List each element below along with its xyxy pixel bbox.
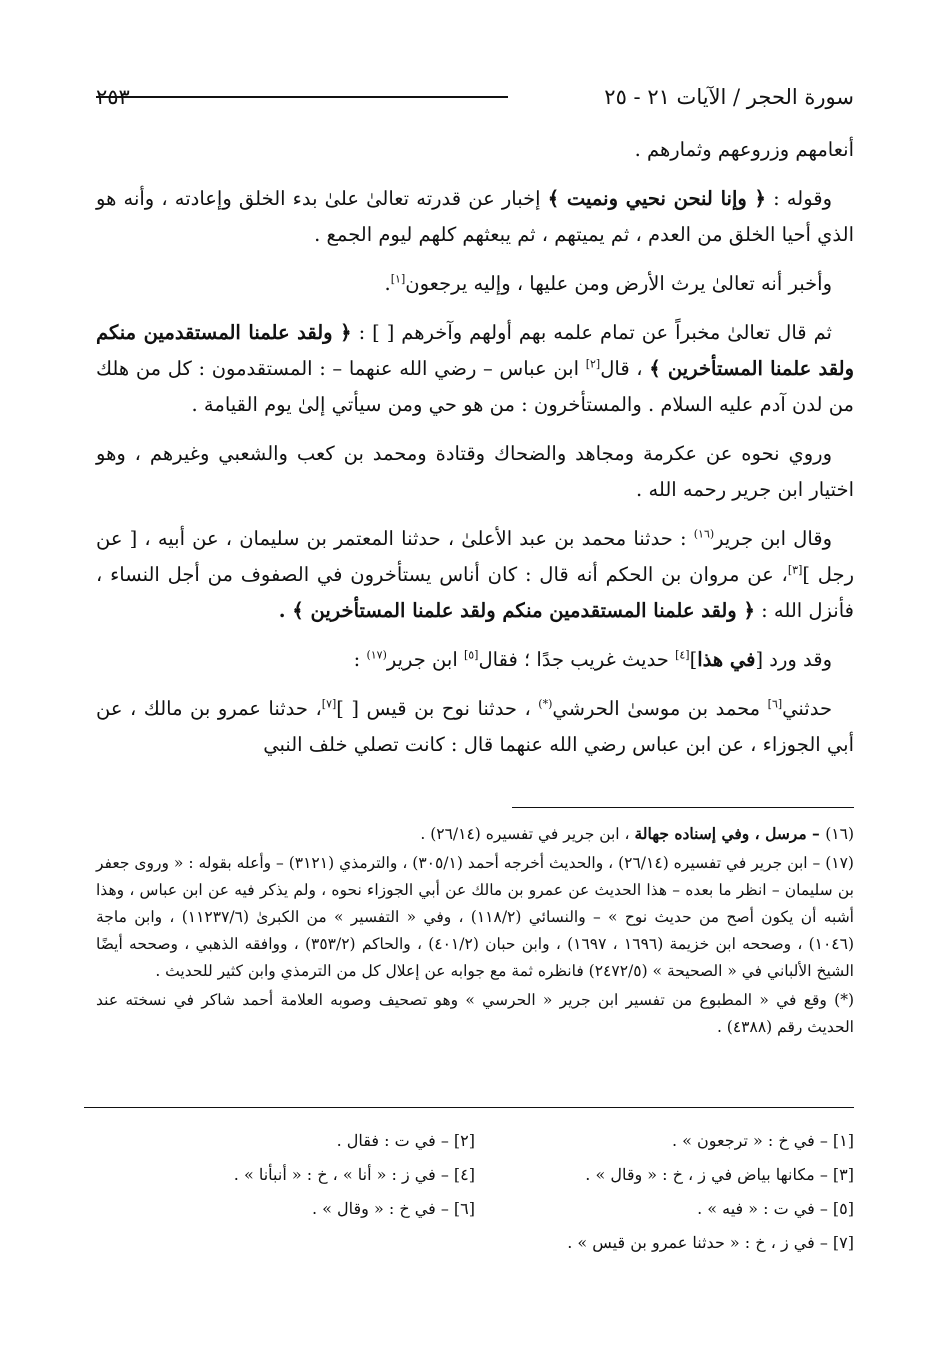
variant-reference: [٢]: [585, 357, 601, 371]
surah-title: سورة الحجر / الآيات ٢١ - ٢٥: [604, 85, 854, 109]
variant-note-7: [٧] – في ز ، خ : « حدثنا عمرو بن قيس » .: [567, 1233, 854, 1252]
header-rule: [96, 96, 508, 98]
variant-note-6: [٦] – في خ : « وقال » .: [311, 1199, 475, 1218]
bold-insertion: في هذا: [697, 648, 756, 671]
variant-reference: [٥]: [463, 648, 479, 662]
footnote-reference: (١٦): [693, 527, 715, 541]
apparatus-rule: [84, 1107, 854, 1108]
text-span: ]: [689, 648, 698, 671]
variant-note-2: [٢] – في ت : فقال .: [336, 1131, 475, 1150]
variant-reference: [٦]: [767, 697, 783, 711]
variant-note-5: [٥] – في ت : « فيه » .: [697, 1199, 854, 1218]
quran-quote: ﴿ وإنا لنحن نحيي ونميت ﴾: [547, 187, 766, 210]
text-span: ثم قال تعالىٰ مخبراً عن تمام علمه بهم أولهم وآخرهم [ ] :: [351, 321, 832, 344]
text-span: إخبار عن قدرته تعالىٰ علىٰ بدء الخلق وإعادته ، وأنه هو الذي أحيا الخلق من العدم ، ثم يميتهم ، ثم يبعثهم كلهم ليوم الجمع .: [96, 187, 854, 246]
text-span: ، ابن جرير في تفسيره (٢٦/١٤) .: [420, 825, 635, 843]
footnotes: [96, 820, 854, 1043]
footnote-16: [96, 820, 854, 848]
footnote-verdict: – مرسل ، وفي إسناده جهالة: [634, 824, 826, 843]
paragraph-2: [96, 181, 854, 253]
paragraph-8: [96, 691, 854, 763]
text-span: وأخبر أنه تعالىٰ يرث الأرض ومن عليها ، وإليه يرجعون: [405, 272, 832, 295]
paragraph-3: [96, 266, 854, 302]
paragraph-7: [96, 642, 854, 678]
text-span: ، قال: [600, 357, 650, 380]
apparatus-row: [96, 1226, 854, 1260]
footnote-rule: [512, 807, 854, 808]
paragraph-4: [96, 315, 854, 423]
text-span: وقد ورد [: [755, 648, 832, 671]
text-span: ابن عباس – رضي الله عنهما – : المستقدمون : كل من هلك من لدن آدم عليه السلام . والمستأخرون : من هو حي ومن سيأتي إلىٰ يوم القيامة .: [96, 357, 854, 416]
variant-note-4: [٤] – في ز : « أنا » ، خ : « أنبأنا » .: [233, 1165, 475, 1184]
variant-note-1: [١] – في خ : « ترجعون » .: [671, 1131, 854, 1150]
text-span: ، حدثنا نوح بن قيس [ ]: [336, 697, 539, 720]
footnote-number: (١٦): [825, 825, 854, 843]
text-span: وقوله :: [765, 187, 833, 210]
quran-quote: ﴿ ولقد علمنا المستقدمين منكم ولقد علمنا المستأخرين ﴾ .: [278, 599, 755, 622]
text-span: ، حدثنا عمرو بن مالك ، عن أبي الجوزاء ، عن ابن عباس رضي الله عنهما قال : كانت تصلي خلف النبي: [96, 697, 854, 756]
text-span: – ابن جرير في تفسيره (٢٦/١٤) ، والحديث أخرجه أحمد (٣٠٥/١) ، والترمذي (٣١٢١) – وأعله بقوله : « وروى جعفر بن سليمان – انظر ما بعده – هذا الحديث عن عمرو بن مالك عن أبي الجوزاء نحوه ، ولم يذكر فيه عن ابن عباس ، وهذا أشبه أن يكون أصح من حديث نوح » – والنسائي (١١٨/٢) ، وفي « التفسير » من الكبرىٰ (١١٢٣٧/٦) ، وابن ماجة (١٠٤٦) ، وصححه ابن خزيمة (١٦٩٦ ، ١٦٩٧) ، وابن حبان (٤٠١/٢) ، والحاكم (٣٥٣/٢) ، ووافقه الذهبي ، وصححه أيضًا الشيخ الألباني في « الصحيحة » (٢٤٧٢/٥) فانظره ثمة مع جوابه عن إعلال كل من الترمذي وابن كثير للحديث .: [96, 854, 854, 980]
variant-reference: [١]: [390, 272, 406, 286]
variant-apparatus: [96, 1124, 854, 1260]
paragraph-5: وروي نحوه عن عكرمة ومجاهد والضحاك وقتادة ومحمد بن كعب والشعبي وغيرهم ، وهو اختيار ابن جرير رحمه الله .: [96, 442, 854, 501]
apparatus-row: [96, 1192, 854, 1226]
footnote-number: (١٧): [825, 854, 854, 872]
footnote-star: (*) وقع في « المطبوع من تفسير ابن جرير « الحرسي » وهو تصحيف وصوبه العلامة أحمد شاكر في نسخته عند الحديث رقم (٤٣٨٨) .: [96, 991, 854, 1036]
apparatus-row: [96, 1124, 854, 1158]
page-number: ٢٥٣: [96, 85, 130, 109]
footnote-reference: (١٧): [366, 648, 387, 662]
running-header: [96, 80, 854, 114]
quran-quote: ﴿ ولقد علمنا المستقدمين منكم ولقد علمنا المستأخرين ﴾: [96, 321, 854, 380]
text-span: .: [384, 272, 391, 295]
text-span: ابن جرير: [386, 648, 464, 671]
paragraph-6: [96, 521, 854, 629]
text-span: حدثني: [782, 697, 833, 720]
text-span: وقال ابن جرير: [714, 527, 832, 550]
text-span: محمد بن موسىٰ الحرشي: [552, 697, 768, 720]
paragraph-1: أنعامهم وزروعهم وثمارهم .: [634, 138, 854, 161]
text-span: : حدثنا محمد بن عبد الأعلىٰ ، حدثنا المعتمر بن سليمان ، عن أبيه ، [ عن رجل ]: [96, 527, 854, 586]
apparatus-row: [96, 1158, 854, 1192]
text-span: حديث غريب جدًا ؛ فقال: [478, 648, 676, 671]
variant-reference: [٧]: [321, 697, 337, 711]
footnote-17: [96, 850, 854, 985]
main-text: [96, 132, 854, 776]
text-span: ، عن مروان بن الحكم أنه قال : كان أناس يستأخرون في الصفوف من أجل النساء ، فأنزل الله :: [96, 563, 854, 622]
text-span: :: [353, 648, 367, 671]
variant-note-3: [٣] – مكانها بياض في ز ، خ : « وقال » .: [585, 1165, 854, 1184]
footnote-reference: (*): [538, 697, 553, 711]
variant-reference: [٤]: [675, 648, 690, 662]
variant-reference: [٣]: [787, 563, 803, 577]
